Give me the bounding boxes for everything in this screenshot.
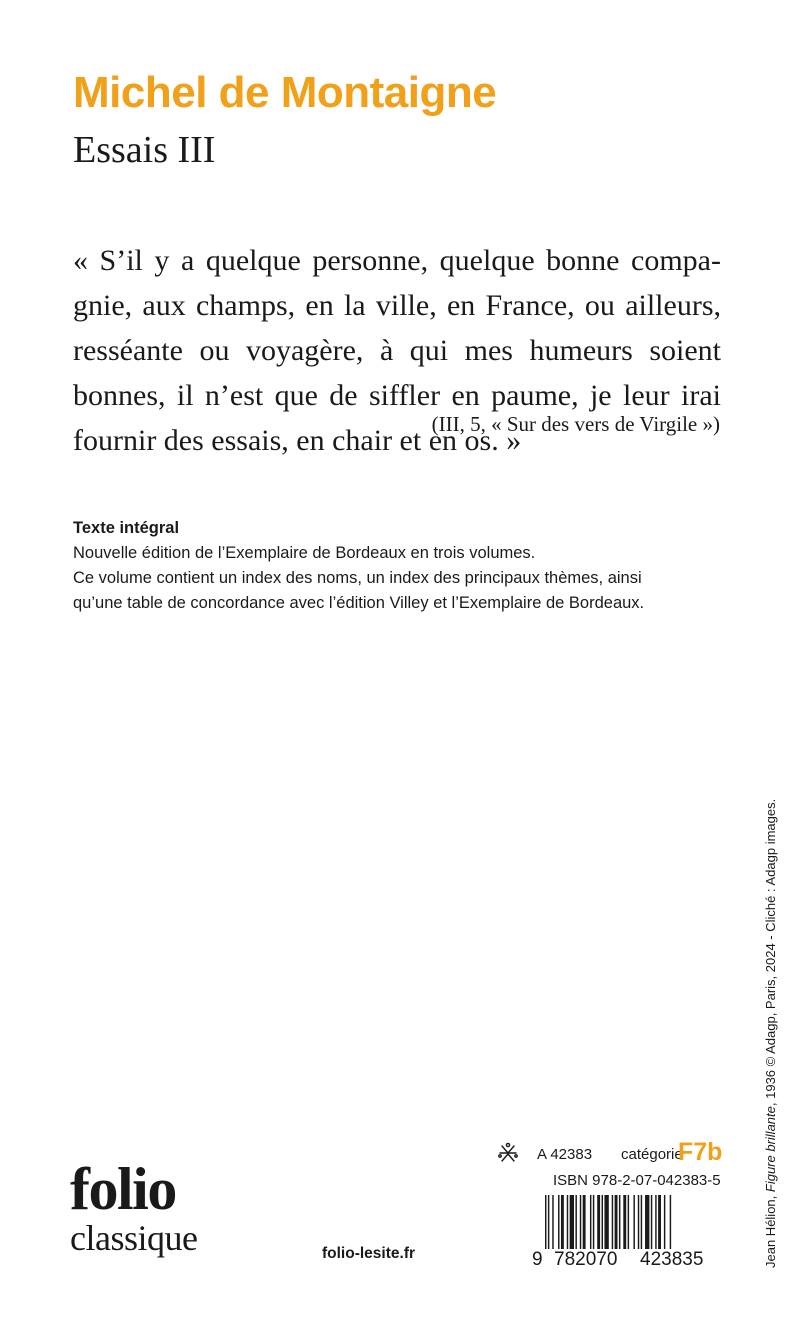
website-link[interactable]: folio-lesite.fr — [322, 1245, 416, 1262]
quote-line: fournir des essais, en chair et en os. » — [73, 424, 522, 457]
barcode-bar — [638, 1195, 639, 1253]
barcode-bar — [628, 1195, 629, 1253]
barcode-bar — [623, 1195, 626, 1253]
barcode-right-digits: 423835 — [640, 1249, 704, 1270]
folio-classique-logo — [70, 1156, 270, 1258]
price-category: F7b — [678, 1138, 723, 1166]
barcode-bar — [567, 1195, 568, 1253]
gallimard-ornament-icon — [497, 1142, 519, 1164]
barcode-bar — [552, 1195, 553, 1253]
barcode-digits — [532, 1249, 724, 1277]
barcode-first-digit: 9 — [532, 1249, 543, 1270]
description-heading: Texte intégral — [73, 519, 180, 537]
barcode-bar — [619, 1195, 620, 1253]
barcode-bar — [558, 1195, 559, 1253]
barcode-bar — [641, 1195, 642, 1253]
barcode-bar — [670, 1195, 671, 1253]
publisher-code: A 42383 — [537, 1146, 593, 1163]
author-name: Michel de Montaigne — [73, 68, 497, 117]
quote-line: bonnes, il n’est que de siffler en paume, je leur irai — [73, 379, 721, 412]
barcode-bar — [633, 1195, 634, 1253]
barcode — [545, 1195, 722, 1253]
barcode-bar — [658, 1195, 661, 1253]
book-meta — [497, 1138, 723, 1189]
description-line: Ce volume contient un index des noms, un index des principaux thèmes, ainsi — [73, 569, 642, 587]
barcode-bar — [664, 1195, 665, 1253]
description-block — [73, 516, 733, 616]
image-credit — [763, 799, 778, 1268]
barcode-bar — [583, 1195, 586, 1253]
logo-classique: classique — [70, 1218, 198, 1258]
barcode-bar — [645, 1195, 649, 1253]
barcode-bar — [604, 1195, 608, 1253]
isbn: ISBN 978-2-07-042383-5 — [553, 1172, 721, 1189]
quote-line: gnie, aux champs, en la ville, en France, ou ailleurs, — [73, 289, 721, 322]
description-line: qu’une table de concordance avec l’édition Villey et l’Exemplaire de Bordeaux. — [73, 594, 645, 612]
barcode-left-digits: 782070 — [554, 1249, 618, 1270]
barcode-bar — [561, 1195, 564, 1253]
credit-artist: Jean Hélion, — [763, 1192, 778, 1268]
description-line: Nouvelle édition de l’Exemplaire de Bordeaux en trois volumes. — [73, 544, 536, 562]
barcode-bar — [651, 1195, 652, 1253]
quote-line: « S’il y a quelque personne, quelque bonne compa- — [73, 244, 721, 277]
barcode-bar — [593, 1195, 594, 1253]
barcode-bar — [597, 1195, 600, 1253]
barcode-bar — [612, 1195, 613, 1253]
barcode-bar — [545, 1195, 546, 1253]
category-label: catégorie — [621, 1146, 683, 1163]
barcode-bar — [602, 1195, 603, 1253]
barcode-bar — [570, 1195, 574, 1253]
credit-work-title: Figure brillante — [763, 1106, 778, 1193]
barcode-bar — [655, 1195, 656, 1253]
quote-line: resséante ou voyagère, à qui mes humeurs soient — [73, 334, 721, 367]
barcode-bar — [615, 1195, 618, 1253]
book-title: Essais III — [73, 129, 216, 171]
credit-rest: , 1936 © Adagp, Paris, 2024 - Cliché : Adagp images. — [763, 798, 778, 1107]
barcode-bar — [575, 1195, 576, 1253]
logo-folio: folio — [70, 1156, 176, 1222]
barcode-bar — [548, 1195, 549, 1253]
quote-source: (III, 5, « Sur des vers de Virgile ») — [431, 412, 720, 436]
barcode-bar — [580, 1195, 581, 1253]
barcode-bar — [590, 1195, 591, 1253]
